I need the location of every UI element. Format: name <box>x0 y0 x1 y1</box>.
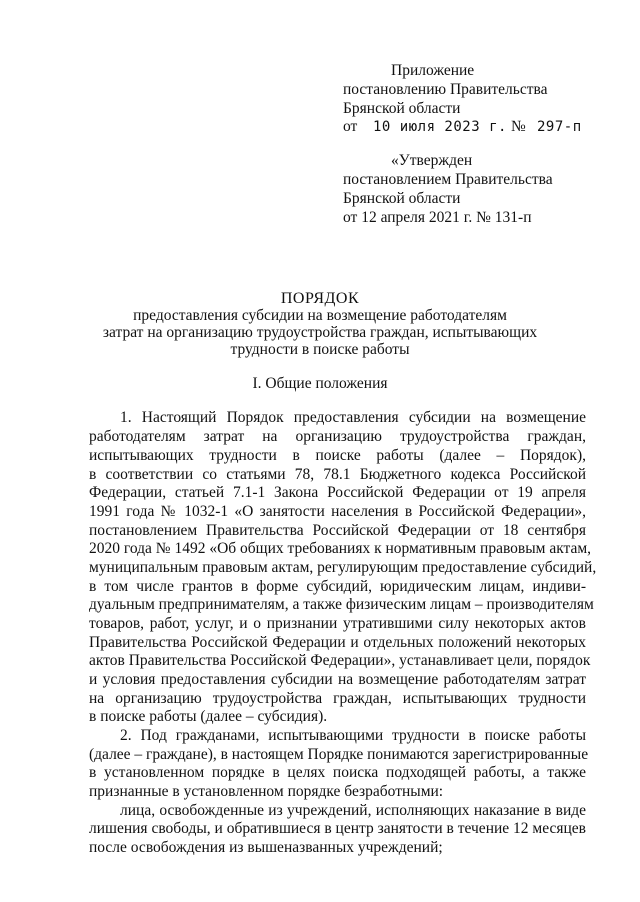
appendix-date-value: 10 июля 2023 г. <box>373 119 507 135</box>
para1-line: дуальным предпринимателям, а также физическим лицам – производителям <box>89 596 594 613</box>
para2-line: (далее – граждане), в настоящем Порядке понимаются зарегистрированные <box>89 746 589 763</box>
para1-line: 1. Настоящий Порядок предоставления субсидии на возмещение <box>120 409 586 426</box>
para1-line: испытывающих трудности в поиске работы (далее – Порядок), <box>89 447 586 464</box>
para1-line: муниципальным правовым актам, регулирующим предоставление субсидий, <box>89 559 597 576</box>
para3-line: лишения свободы, и обратившиеся в центр занятости в течение 12 месяцев <box>89 820 586 837</box>
appendix-line-3: Брянской области <box>343 100 461 117</box>
para1-line: 1991 года № 1032-1 «О занятости населения в Российской Федерации», <box>89 503 586 520</box>
appendix-number-sign: № <box>511 118 526 135</box>
document-subtitle-3: трудности в поиске работы <box>230 341 410 358</box>
para2-line: признанные в установленном порядке безработными: <box>89 783 444 800</box>
para2-line: 2. Под гражданами, испытывающими трудности в поиске работы <box>120 727 586 744</box>
para2-line: в установленном порядке в целях поиска подходящей работы, а также <box>89 764 586 781</box>
document-title: ПОРЯДОК <box>280 290 360 307</box>
section-heading: I. Общие положения <box>252 375 388 392</box>
document-subtitle-1: предоставления субсидии на возмещение работодателям <box>133 307 507 324</box>
para1-line: товаров, работ, услуг, и о признании утратившими силу некоторых актов <box>89 615 586 632</box>
approved-line-4: от 12 апреля 2021 г. № 131-п <box>343 209 532 226</box>
para1-line: постановлением Правительства Российской Федерации от 18 сентября <box>89 522 586 539</box>
appendix-line-1: Приложение <box>391 62 475 79</box>
para3-line: после освобождения из вышеназванных учреждений; <box>89 839 443 856</box>
appendix-number-value: 297-п <box>537 119 582 135</box>
approved-line-2: постановлением Правительства <box>343 171 553 188</box>
para1-line: работодателям затрат на организацию трудоустройства граждан, <box>89 428 586 445</box>
approved-line-3: Брянской области <box>343 190 461 207</box>
para1-line: на организацию трудоустройства граждан, испытывающих трудности <box>89 690 586 707</box>
para1-line: и условия предоставления субсидии на возмещение работодателям затрат <box>89 671 586 688</box>
para1-line: Правительства Российской Федерации и отдельных положений некоторых <box>89 634 586 651</box>
para1-line: в том числе грантов в форме субсидий, юридическим лицам, индиви- <box>89 578 586 595</box>
document-subtitle-2: затрат на организацию трудоустройства граждан, испытывающих <box>102 324 538 341</box>
para1-line: 2020 года № 1492 «Об общих требованиях к нормативным правовым актам, <box>89 540 592 557</box>
appendix-date-prefix: от <box>343 118 358 135</box>
para1-line: в соответствии со статьями 78, 78.1 Бюджетного кодекса Российской <box>89 466 586 483</box>
para3-line: лица, освобожденные из учреждений, исполняющих наказание в виде <box>120 802 586 819</box>
para1-line: в поиске работы (далее – субсидия). <box>89 708 328 725</box>
para1-line: актов Правительства Российской Федерации», устанавливает цели, порядок <box>89 652 591 669</box>
appendix-line-2: постановлению Правительства <box>343 81 548 98</box>
approved-line-1: «Утвержден <box>391 152 473 169</box>
para1-line: Федерации, статьей 7.1-1 Закона Российской Федерации от 19 апреля <box>89 484 586 501</box>
